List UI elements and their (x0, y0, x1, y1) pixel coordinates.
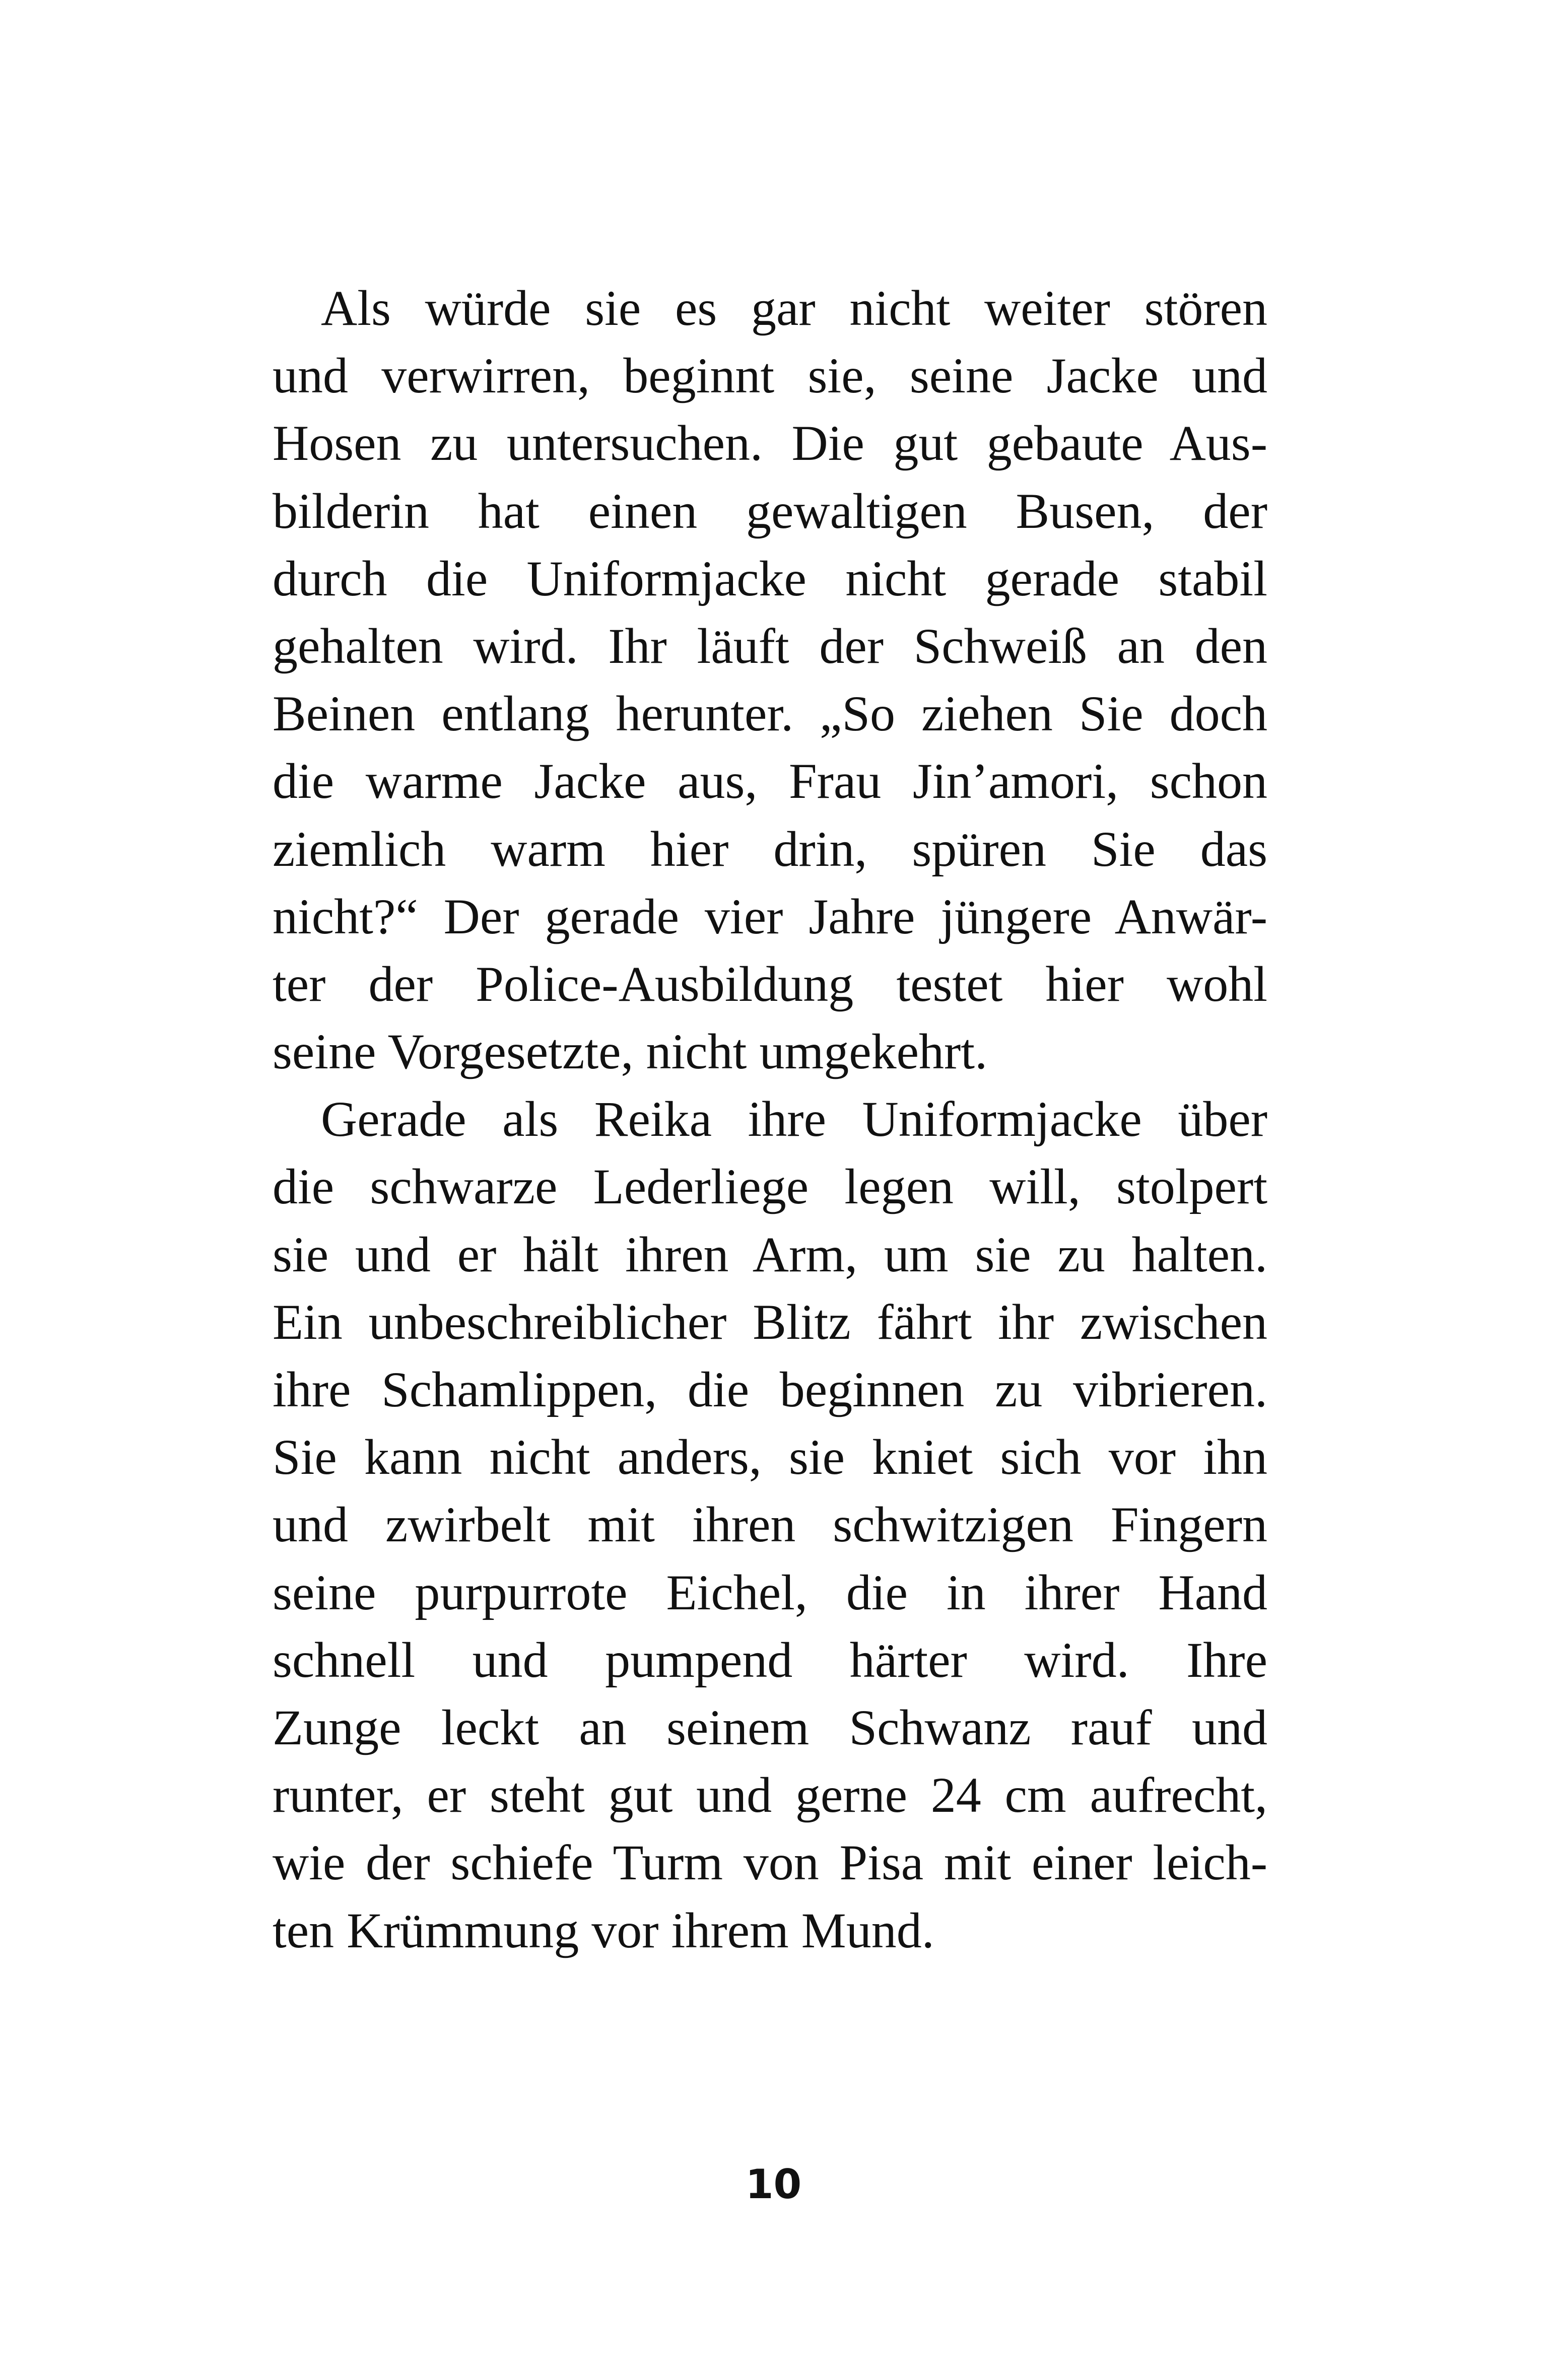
text-line: und verwirren, beginnt sie, seine Jacke und (273, 348, 1267, 404)
text-line: bilderin hat einen gewaltigen Busen, der (273, 483, 1267, 539)
text-line: Gerade als Reika ihre Uniformjacke über (321, 1091, 1267, 1147)
text-line: ten Krümmung vor ihrem Mund. (273, 1902, 934, 1958)
text-line: Hosen zu untersuchen. Die gut gebaute Aus- (273, 415, 1267, 471)
page-number: 10 (745, 2161, 802, 2208)
text-line: die warme Jacke aus, Frau Jin’amori, schon (273, 753, 1267, 809)
text-line: nicht?“ Der gerade vier Jahre jüngere Anwär- (273, 888, 1267, 944)
paragraph-1 (273, 275, 1267, 1085)
text-line: schnell und pumpend härter wird. Ihre (273, 1631, 1267, 1688)
text-line: Beinen entlang herunter. „So ziehen Sie doch (273, 686, 1267, 742)
text-line: seine purpurrote Eichel, die in ihrer Hand (273, 1564, 1267, 1620)
text-line: wie der schiefe Turm von Pisa mit einer leich- (273, 1834, 1267, 1891)
text-line: sie und er hält ihren Arm, um sie zu halten. (273, 1226, 1267, 1282)
text-line: und zwirbelt mit ihren schwitzigen Fingern (273, 1497, 1267, 1553)
text-line: durch die Uniformjacke nicht gerade stabil (273, 550, 1267, 606)
text-line: ziemlich warm hier drin, spüren Sie das (273, 821, 1267, 877)
text-line: Ein unbeschreiblicher Blitz fährt ihr zwischen (273, 1294, 1267, 1350)
text-line: ihre Schamlippen, die beginnen zu vibrieren. (273, 1362, 1267, 1417)
text-line: runter, er steht gut und gerne 24 cm aufrecht, (273, 1767, 1267, 1823)
paragraph-2 (273, 1085, 1267, 1964)
text-line: ter der Police-Ausbildung testet hier wohl (273, 956, 1267, 1012)
body-text (273, 275, 1267, 1964)
text-line: Als würde sie es gar nicht weiter stören (321, 280, 1267, 336)
text-line: die schwarze Lederliege legen will, stolpert (273, 1159, 1267, 1215)
text-line: Zunge leckt an seinem Schwanz rauf und (273, 1699, 1267, 1755)
text-line: Sie kann nicht anders, sie kniet sich vor ihn (273, 1429, 1267, 1485)
text-line: gehalten wird. Ihr läuft der Schweiß an den (273, 618, 1267, 674)
text-line: seine Vorgesetzte, nicht umgekehrt. (273, 1024, 988, 1080)
